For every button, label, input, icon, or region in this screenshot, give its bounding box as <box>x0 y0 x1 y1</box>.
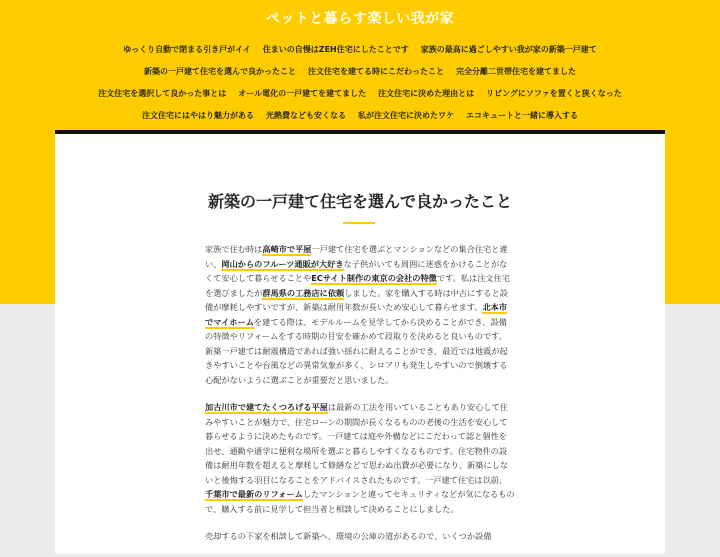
nav-item[interactable]: 新築の一戸建て住宅を選んで良かったこと <box>144 67 297 76</box>
article-card <box>55 130 665 554</box>
nav-item[interactable]: 注文住宅を選択して良かった事とは <box>98 89 227 98</box>
nav-item[interactable]: 注文住宅にはやはり魅力がある <box>142 111 254 120</box>
paragraph-text: は最新の工法を用いていることもあり安心して住みやすいことが魅力で、住宅ローンの期間が長くなるものの老後の生活を安心して暮らせるように決めたものです。一戸建ては庭や外構などにこだわって認と個性を出せ、通勤や通学に便利な場所を選ぶと暮らしやすくなるものです。住宅物件の設備は耐用年数を超えると摩耗して修繕などで思わぬ出費が必要になり、新築にしないと後悔する羽目になることをアドバイスされたものです。一戸建て住宅は以前、 <box>205 402 508 485</box>
inline-link[interactable]: 加古川市で建てたくつろげる平屋 <box>205 402 328 412</box>
nav-item[interactable]: エコキュートと一緒に導入する <box>466 111 578 120</box>
article-paragraph <box>205 242 515 387</box>
nav-item[interactable]: 家族の最高に過ごしやすい我が家の新築一戸建て <box>420 45 597 54</box>
paragraph-text: しました。家を購入する時は中古にすると設備が摩耗しやすいですが、新築は耐用年数が長いため安心して暮らせます。 <box>205 287 508 312</box>
paragraph-text: したマンションと違ってセキュリティなどが気になるもので、購入する前に見学して担当者と相談して決めることにしました。 <box>205 489 515 514</box>
site-title[interactable]: ペットと暮らす楽しい我が家 <box>265 11 455 27</box>
paragraph-text: 家族で住む時は <box>205 244 263 254</box>
title-divider <box>343 222 375 224</box>
inline-link[interactable]: 群馬県の工務店に依頼 <box>262 287 345 298</box>
main-navigation <box>80 40 640 125</box>
nav-item[interactable]: ゆっくり自動で閉まる引き戸がイイ <box>123 45 251 54</box>
paragraph-text: な子供がいても周囲に迷惑をかけることがなくて安心して暮らせることや <box>205 258 508 283</box>
inline-link[interactable]: 岡山からのフルーツ通販が大好き <box>221 258 344 269</box>
nav-item[interactable]: 完全分離二世帯住宅を建てました <box>455 67 576 76</box>
inline-link[interactable]: 千葉市で最新のリフォーム <box>205 489 303 499</box>
nav-item[interactable]: 注文住宅を建てる時にこだわったこと <box>308 67 444 76</box>
nav-item[interactable]: 注文住宅に決めた理由とは <box>378 89 475 98</box>
nav-item[interactable]: オール電化の一戸建てを建てました <box>238 89 367 98</box>
paragraph-text: 一戸建て住宅を選ぶとマンションなどの集合住宅と違い、 <box>205 244 508 269</box>
article-body <box>205 242 515 557</box>
nav-item[interactable]: 住まいの自慢はZEH住宅にしたことです <box>262 45 409 54</box>
article-paragraph <box>205 400 515 516</box>
inline-link[interactable]: 高崎市で平屋 <box>262 244 312 254</box>
inline-link[interactable]: ECサイト制作の東京の会社の特徴 <box>311 273 437 283</box>
article-paragraph: 売却するの下家を相談して新築へ、環境の公庫の道があるので、いくつか設備 <box>205 531 492 541</box>
paragraph-text: です。私は注文住宅を選びましたが <box>205 273 510 298</box>
nav-item[interactable]: 私が注文住宅に決めたワケ <box>358 111 454 120</box>
paragraph-text: を建てる際は、モデルルームを見学してから決めることができ、設備の特徴やリフォームをする時期の目安を確かめて段取りを決めると良いものです。 新築一戸建ては耐震構造であれば強い揺れに耐えることができ、最近では地震が起きやすいことや台風などの異常気象が多く、シロアリも発生しやすいので倒壊する心配がないように選ぶことが重要だと思いました。 <box>205 316 508 385</box>
inline-link[interactable]: 北本市でマイホーム <box>205 302 508 327</box>
nav-item[interactable]: 光熱費なども安くなる <box>266 111 346 120</box>
page-title: 新築の一戸建て住宅を選んで良かったこと <box>207 192 512 211</box>
nav-item[interactable]: リビングにソファを置くと狭くなった <box>486 89 622 98</box>
